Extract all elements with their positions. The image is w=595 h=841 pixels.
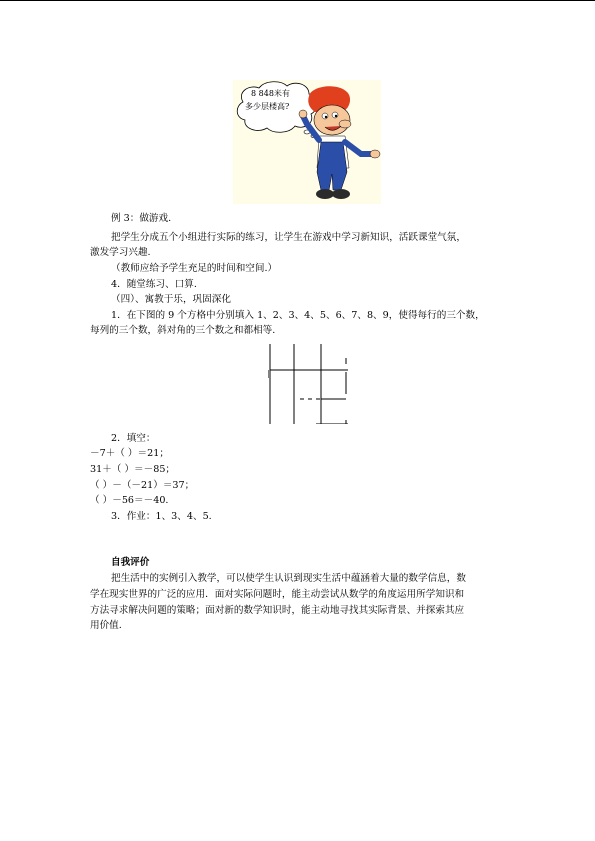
q2-line-4: （ ）－56＝－40. (90, 495, 169, 506)
example3-desc-line2: 激发学习兴趣. (90, 247, 151, 258)
self-eval-line-3: 方法寻求解决问题的策略；面对新的数学知识时，能主动地寻找其实际背景、并探索其应 (90, 605, 465, 616)
q3-homework: 3．作业：1、3、4、5. (111, 511, 212, 522)
q2-line-2: 31＋（ ）＝－85； (90, 464, 176, 475)
section4-heading: （四）、寓教于乐，巩固深化 (111, 294, 231, 305)
self-eval-heading: 自我评价 (111, 557, 150, 568)
q2-line-3: （ ）－（－21）＝37； (90, 480, 195, 491)
self-eval-line-4: 用价值. (90, 620, 122, 631)
example3-note: （教师应给予学生充足的时间和空间.） (111, 263, 278, 274)
magic-square-grid (268, 344, 348, 424)
self-eval-line-2: 学在现实世界的广泛的应用．面对实际问题时，能主动尝试从数学的角度运用所学知识和 (90, 589, 465, 600)
q1-line2: 每列的三个数，斜对角的三个数之和都相等. (90, 325, 276, 336)
example3-title: 例 3：做游戏. (111, 213, 172, 224)
bubble-line-2: 多少层楼高? (245, 102, 290, 111)
cartoon-illustration (233, 80, 381, 204)
q1-line1: 1．在下图的 9 个方格中分别填入 1、2、3、4、5、6、7、8、9，使得每行的三个数， (111, 310, 485, 321)
self-eval-line-1: 把生活中的实例引入教学，可以使学生认识到现实生活中蕴涵着大量的数学信息，数 (111, 573, 466, 584)
item4: 4．随堂练习、口算. (111, 279, 197, 290)
bubble-line-1: 8 848米有 (251, 89, 290, 98)
q2-line-1: －7＋（ ）＝21； (90, 448, 169, 459)
page-top-rule (0, 0, 595, 1)
example3-desc-line1: 把学生分成五个小组进行实际的练习，让学生在游戏中学习新知识，活跃课堂气氛， (111, 232, 466, 243)
q2-label: 2．填空： (111, 433, 156, 444)
